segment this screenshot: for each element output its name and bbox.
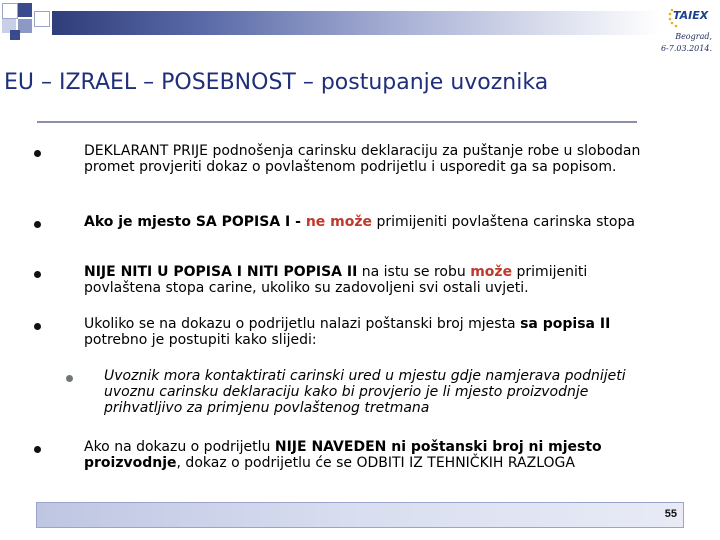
bullet-3-bold: NIJE NITI U POPISA I NITI POPISA II	[84, 264, 358, 280]
bullet-2-bold: Ako je mjesto SA POPISA I -	[84, 214, 306, 230]
bullet-text-4	[84, 316, 664, 348]
bullet-4-bold: sa popisa II	[520, 316, 611, 332]
logo-text: TAIEX	[673, 9, 709, 22]
decor-square	[18, 19, 32, 33]
bullet-icon	[34, 323, 41, 330]
bullet-2-highlight: ne može	[305, 214, 372, 230]
bullet-2-rest: primijeniti povlaštena carinska stopa	[372, 214, 635, 230]
bullet-icon	[34, 221, 41, 228]
sub-bullet-text: Uvoznik mora kontaktirati carinski ured u mjestu gdje namjerava podnijeti uvoznu carinsku deklaraciju kako bi provjerio je li mjesto proizvodnje prihvatljivo za primjenu povlaštenog tretmana	[104, 368, 626, 416]
bullet-6-lead: Ako na dokazu o podrijetlu	[84, 439, 275, 455]
bullet-text-6	[84, 439, 664, 471]
decor-square	[18, 3, 32, 17]
page-number: 55	[664, 508, 677, 520]
page-title: EU – IZRAEL – POSEBNOST – postupanje uvoznika	[4, 70, 549, 95]
decor-square	[34, 11, 50, 27]
bullet-6-bold-2: ni poštanski broj ni mjesto proizvodnje	[84, 439, 602, 471]
title-divider	[37, 121, 637, 123]
place: Beograd,	[675, 32, 712, 41]
bullet-text-2	[84, 214, 664, 230]
bullet-icon	[34, 271, 41, 278]
bullet-3-highlight: može	[470, 264, 513, 280]
header-band	[52, 11, 660, 35]
sub-bullet-icon	[66, 375, 73, 382]
bullet-6-rest: , dokaz o podrijetlu će se ODBITI IZ TEHNIČKIH RAZLOGA	[176, 455, 575, 471]
footer-bar	[36, 502, 684, 528]
place-date	[661, 31, 712, 55]
bullet-text-1: DEKLARANT PRIJE podnošenja carinsku deklaraciju za puštanje robe u slobodan promet provjeriti dokaz o povlaštenom podrijetlu i usporedit ga sa popisom.	[84, 143, 641, 175]
decor-square	[2, 3, 18, 19]
bullet-4-lead: Ukoliko se na dokazu o podrijetlu nalazi poštanski broj mjesta	[84, 316, 521, 332]
bullet-3-mid: na istu se robu	[357, 264, 471, 280]
bullet-6-bold: NIJE NAVEDEN	[274, 439, 387, 455]
bullet-text-3	[84, 264, 664, 296]
bullet-4-rest: potrebno je postupiti kako slijedi:	[84, 332, 317, 348]
date: 6-7.03.2014.	[660, 44, 712, 53]
bullet-3-rest: primijeniti povlaštena stopa carine, ukoliko su zadovoljeni svi ostali uvjeti.	[84, 264, 588, 296]
decor-square	[10, 30, 20, 40]
bullet-icon	[34, 150, 41, 157]
bullet-icon	[34, 446, 41, 453]
